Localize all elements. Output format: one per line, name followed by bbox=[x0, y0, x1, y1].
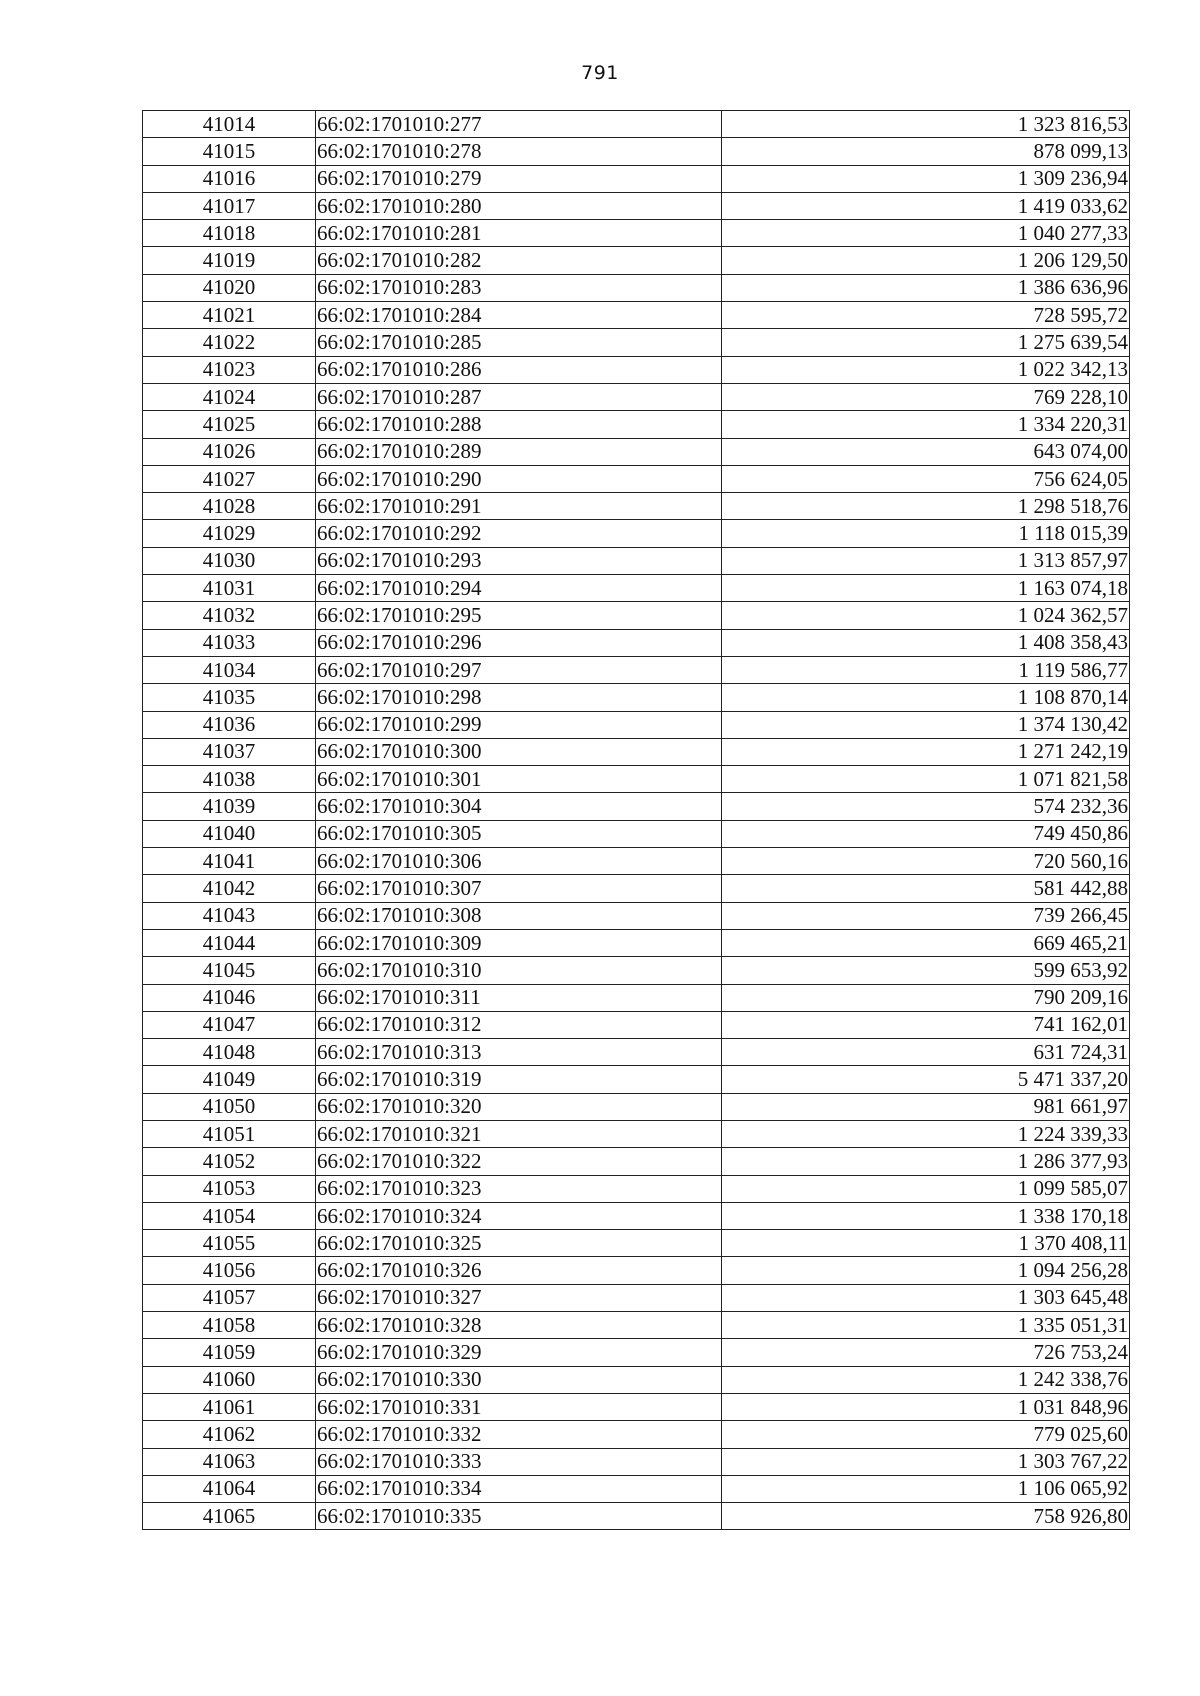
cadastral-number-cell: 66:02:1701010:293 bbox=[316, 547, 722, 574]
table-row bbox=[143, 411, 1130, 438]
cadastral-number-cell: 66:02:1701010:296 bbox=[316, 629, 722, 656]
row-number-cell: 41048 bbox=[143, 1039, 316, 1066]
table-row bbox=[143, 465, 1130, 492]
table-row bbox=[143, 766, 1130, 793]
cadastral-number-cell: 66:02:1701010:332 bbox=[316, 1421, 722, 1448]
cadastral-value-cell: 728 595,72 bbox=[722, 302, 1130, 329]
cadastral-value-cell: 1 408 358,43 bbox=[722, 629, 1130, 656]
cadastral-number-cell: 66:02:1701010:281 bbox=[316, 220, 722, 247]
row-number-cell: 41021 bbox=[143, 302, 316, 329]
cadastral-number-cell: 66:02:1701010:287 bbox=[316, 383, 722, 410]
table-row bbox=[143, 820, 1130, 847]
table-row bbox=[143, 656, 1130, 683]
table-row bbox=[143, 629, 1130, 656]
cadastral-value-cell: 741 162,01 bbox=[722, 1011, 1130, 1038]
page-number: 791 bbox=[581, 62, 619, 84]
row-number-cell: 41059 bbox=[143, 1339, 316, 1366]
cadastral-value-cell: 643 074,00 bbox=[722, 438, 1130, 465]
cadastral-value-cell: 1 370 408,11 bbox=[722, 1230, 1130, 1257]
cadastral-number-cell: 66:02:1701010:313 bbox=[316, 1039, 722, 1066]
cadastral-number-cell: 66:02:1701010:329 bbox=[316, 1339, 722, 1366]
row-number-cell: 41044 bbox=[143, 929, 316, 956]
table-row bbox=[143, 1448, 1130, 1475]
cadastral-value-cell: 574 232,36 bbox=[722, 793, 1130, 820]
table-row bbox=[143, 1421, 1130, 1448]
cadastral-number-cell: 66:02:1701010:306 bbox=[316, 848, 722, 875]
cadastral-value-cell: 1 323 816,53 bbox=[722, 111, 1130, 138]
cadastral-value-cell: 1 275 639,54 bbox=[722, 329, 1130, 356]
row-number-cell: 41055 bbox=[143, 1230, 316, 1257]
cadastral-value-cell: 1 106 065,92 bbox=[722, 1475, 1130, 1502]
cadastral-value-cell: 769 228,10 bbox=[722, 383, 1130, 410]
table-row bbox=[143, 1175, 1130, 1202]
table-row bbox=[143, 220, 1130, 247]
cadastral-value-cell: 1 031 848,96 bbox=[722, 1393, 1130, 1420]
cadastral-value-cell: 1 118 015,39 bbox=[722, 520, 1130, 547]
row-number-cell: 41063 bbox=[143, 1448, 316, 1475]
row-number-cell: 41053 bbox=[143, 1175, 316, 1202]
table-row bbox=[143, 793, 1130, 820]
cadastral-value-cell: 1 024 362,57 bbox=[722, 602, 1130, 629]
row-number-cell: 41057 bbox=[143, 1284, 316, 1311]
row-number-cell: 41017 bbox=[143, 192, 316, 219]
cadastral-number-cell: 66:02:1701010:330 bbox=[316, 1366, 722, 1393]
cadastral-value-cell: 1 022 342,13 bbox=[722, 356, 1130, 383]
cadastral-number-cell: 66:02:1701010:304 bbox=[316, 793, 722, 820]
cadastral-number-cell: 66:02:1701010:282 bbox=[316, 247, 722, 274]
cadastral-number-cell: 66:02:1701010:279 bbox=[316, 165, 722, 192]
cadastral-number-cell: 66:02:1701010:308 bbox=[316, 902, 722, 929]
cadastral-number-cell: 66:02:1701010:321 bbox=[316, 1120, 722, 1147]
table-row bbox=[143, 1230, 1130, 1257]
row-number-cell: 41026 bbox=[143, 438, 316, 465]
cadastral-value-cell: 1 419 033,62 bbox=[722, 192, 1130, 219]
row-number-cell: 41016 bbox=[143, 165, 316, 192]
row-number-cell: 41047 bbox=[143, 1011, 316, 1038]
table-row bbox=[143, 738, 1130, 765]
table-row bbox=[143, 165, 1130, 192]
row-number-cell: 41041 bbox=[143, 848, 316, 875]
table-row bbox=[143, 929, 1130, 956]
row-number-cell: 41032 bbox=[143, 602, 316, 629]
cadastral-value-cell: 1 298 518,76 bbox=[722, 493, 1130, 520]
cadastral-value-cell: 790 209,16 bbox=[722, 984, 1130, 1011]
table-row bbox=[143, 1257, 1130, 1284]
cadastral-value-cell: 1 271 242,19 bbox=[722, 738, 1130, 765]
cadastral-number-cell: 66:02:1701010:322 bbox=[316, 1148, 722, 1175]
table-row bbox=[143, 520, 1130, 547]
cadastral-number-cell: 66:02:1701010:280 bbox=[316, 192, 722, 219]
table-row bbox=[143, 1148, 1130, 1175]
cadastral-number-cell: 66:02:1701010:283 bbox=[316, 274, 722, 301]
cadastral-number-cell: 66:02:1701010:331 bbox=[316, 1393, 722, 1420]
cadastral-number-cell: 66:02:1701010:284 bbox=[316, 302, 722, 329]
row-number-cell: 41049 bbox=[143, 1066, 316, 1093]
cadastral-value-cell: 878 099,13 bbox=[722, 138, 1130, 165]
cadastral-number-cell: 66:02:1701010:301 bbox=[316, 766, 722, 793]
cadastral-number-cell: 66:02:1701010:319 bbox=[316, 1066, 722, 1093]
table-row bbox=[143, 302, 1130, 329]
row-number-cell: 41020 bbox=[143, 274, 316, 301]
row-number-cell: 41040 bbox=[143, 820, 316, 847]
row-number-cell: 41043 bbox=[143, 902, 316, 929]
cadastral-value-cell: 1 040 277,33 bbox=[722, 220, 1130, 247]
row-number-cell: 41019 bbox=[143, 247, 316, 274]
cadastral-value-cell: 720 560,16 bbox=[722, 848, 1130, 875]
table-row bbox=[143, 1202, 1130, 1229]
row-number-cell: 41061 bbox=[143, 1393, 316, 1420]
table-row bbox=[143, 329, 1130, 356]
table-row bbox=[143, 1339, 1130, 1366]
row-number-cell: 41036 bbox=[143, 711, 316, 738]
row-number-cell: 41060 bbox=[143, 1366, 316, 1393]
cadastral-number-cell: 66:02:1701010:300 bbox=[316, 738, 722, 765]
table-row bbox=[143, 192, 1130, 219]
cadastral-number-cell: 66:02:1701010:299 bbox=[316, 711, 722, 738]
cadastral-number-cell: 66:02:1701010:324 bbox=[316, 1202, 722, 1229]
table-row bbox=[143, 1093, 1130, 1120]
table-row bbox=[143, 111, 1130, 138]
cadastral-value-cell: 669 465,21 bbox=[722, 929, 1130, 956]
row-number-cell: 41058 bbox=[143, 1312, 316, 1339]
cadastral-value-cell: 1 099 585,07 bbox=[722, 1175, 1130, 1202]
cadastral-value-table bbox=[142, 110, 1130, 1530]
cadastral-number-cell: 66:02:1701010:277 bbox=[316, 111, 722, 138]
cadastral-number-cell: 66:02:1701010:295 bbox=[316, 602, 722, 629]
cadastral-number-cell: 66:02:1701010:305 bbox=[316, 820, 722, 847]
table-row bbox=[143, 902, 1130, 929]
row-number-cell: 41014 bbox=[143, 111, 316, 138]
row-number-cell: 41056 bbox=[143, 1257, 316, 1284]
cadastral-value-cell: 1 334 220,31 bbox=[722, 411, 1130, 438]
table-row bbox=[143, 1039, 1130, 1066]
cadastral-number-cell: 66:02:1701010:320 bbox=[316, 1093, 722, 1120]
row-number-cell: 41046 bbox=[143, 984, 316, 1011]
row-number-cell: 41024 bbox=[143, 383, 316, 410]
row-number-cell: 41023 bbox=[143, 356, 316, 383]
row-number-cell: 41052 bbox=[143, 1148, 316, 1175]
table-row bbox=[143, 1312, 1130, 1339]
cadastral-value-cell: 1 094 256,28 bbox=[722, 1257, 1130, 1284]
row-number-cell: 41018 bbox=[143, 220, 316, 247]
cadastral-value-cell: 1 303 645,48 bbox=[722, 1284, 1130, 1311]
cadastral-number-cell: 66:02:1701010:298 bbox=[316, 684, 722, 711]
cadastral-number-cell: 66:02:1701010:289 bbox=[316, 438, 722, 465]
row-number-cell: 41027 bbox=[143, 465, 316, 492]
cadastral-value-cell: 1 338 170,18 bbox=[722, 1202, 1130, 1229]
cadastral-value-cell: 739 266,45 bbox=[722, 902, 1130, 929]
row-number-cell: 41034 bbox=[143, 656, 316, 683]
row-number-cell: 41015 bbox=[143, 138, 316, 165]
cadastral-number-cell: 66:02:1701010:325 bbox=[316, 1230, 722, 1257]
cadastral-number-cell: 66:02:1701010:290 bbox=[316, 465, 722, 492]
cadastral-value-cell: 1 335 051,31 bbox=[722, 1312, 1130, 1339]
cadastral-value-cell: 1 313 857,97 bbox=[722, 547, 1130, 574]
table-row bbox=[143, 547, 1130, 574]
row-number-cell: 41050 bbox=[143, 1093, 316, 1120]
table-row bbox=[143, 247, 1130, 274]
row-number-cell: 41038 bbox=[143, 766, 316, 793]
cadastral-number-cell: 66:02:1701010:327 bbox=[316, 1284, 722, 1311]
cadastral-value-cell: 581 442,88 bbox=[722, 875, 1130, 902]
cadastral-value-cell: 981 661,97 bbox=[722, 1093, 1130, 1120]
cadastral-number-cell: 66:02:1701010:291 bbox=[316, 493, 722, 520]
table-row bbox=[143, 438, 1130, 465]
cadastral-value-cell: 1 206 129,50 bbox=[722, 247, 1130, 274]
row-number-cell: 41035 bbox=[143, 684, 316, 711]
table-row bbox=[143, 356, 1130, 383]
cadastral-number-cell: 66:02:1701010:307 bbox=[316, 875, 722, 902]
cadastral-number-cell: 66:02:1701010:294 bbox=[316, 575, 722, 602]
cadastral-number-cell: 66:02:1701010:297 bbox=[316, 656, 722, 683]
cadastral-value-cell: 1 224 339,33 bbox=[722, 1120, 1130, 1147]
table-row bbox=[143, 493, 1130, 520]
cadastral-value-cell: 631 724,31 bbox=[722, 1039, 1130, 1066]
cadastral-value-cell: 1 386 636,96 bbox=[722, 274, 1130, 301]
cadastral-value-cell: 779 025,60 bbox=[722, 1421, 1130, 1448]
cadastral-number-cell: 66:02:1701010:323 bbox=[316, 1175, 722, 1202]
table-row bbox=[143, 1475, 1130, 1502]
cadastral-number-cell: 66:02:1701010:310 bbox=[316, 957, 722, 984]
row-number-cell: 41031 bbox=[143, 575, 316, 602]
row-number-cell: 41051 bbox=[143, 1120, 316, 1147]
cadastral-number-cell: 66:02:1701010:309 bbox=[316, 929, 722, 956]
cadastral-number-cell: 66:02:1701010:278 bbox=[316, 138, 722, 165]
table-row bbox=[143, 684, 1130, 711]
row-number-cell: 41042 bbox=[143, 875, 316, 902]
cadastral-value-cell: 749 450,86 bbox=[722, 820, 1130, 847]
table-row bbox=[143, 1366, 1130, 1393]
row-number-cell: 41062 bbox=[143, 1421, 316, 1448]
cadastral-value-cell: 1 108 870,14 bbox=[722, 684, 1130, 711]
cadastral-number-cell: 66:02:1701010:292 bbox=[316, 520, 722, 547]
cadastral-value-cell: 1 374 130,42 bbox=[722, 711, 1130, 738]
table-body bbox=[143, 111, 1130, 1530]
cadastral-value-cell: 726 753,24 bbox=[722, 1339, 1130, 1366]
row-number-cell: 41030 bbox=[143, 547, 316, 574]
row-number-cell: 41029 bbox=[143, 520, 316, 547]
cadastral-value-cell: 599 653,92 bbox=[722, 957, 1130, 984]
table-row bbox=[143, 875, 1130, 902]
cadastral-number-cell: 66:02:1701010:326 bbox=[316, 1257, 722, 1284]
row-number-cell: 41065 bbox=[143, 1503, 316, 1530]
cadastral-number-cell: 66:02:1701010:328 bbox=[316, 1312, 722, 1339]
cadastral-value-cell: 5 471 337,20 bbox=[722, 1066, 1130, 1093]
table-row bbox=[143, 957, 1130, 984]
row-number-cell: 41054 bbox=[143, 1202, 316, 1229]
table-row bbox=[143, 984, 1130, 1011]
table-row bbox=[143, 848, 1130, 875]
cadastral-number-cell: 66:02:1701010:285 bbox=[316, 329, 722, 356]
cadastral-value-cell: 1 071 821,58 bbox=[722, 766, 1130, 793]
cadastral-number-cell: 66:02:1701010:286 bbox=[316, 356, 722, 383]
table-row bbox=[143, 1284, 1130, 1311]
row-number-cell: 41037 bbox=[143, 738, 316, 765]
cadastral-value-cell: 1 303 767,22 bbox=[722, 1448, 1130, 1475]
row-number-cell: 41028 bbox=[143, 493, 316, 520]
table-row bbox=[143, 274, 1130, 301]
cadastral-value-cell: 1 309 236,94 bbox=[722, 165, 1130, 192]
table-row bbox=[143, 602, 1130, 629]
table-row bbox=[143, 1066, 1130, 1093]
row-number-cell: 41022 bbox=[143, 329, 316, 356]
cadastral-value-cell: 1 163 074,18 bbox=[722, 575, 1130, 602]
table-row bbox=[143, 138, 1130, 165]
table-row bbox=[143, 1120, 1130, 1147]
row-number-cell: 41064 bbox=[143, 1475, 316, 1502]
row-number-cell: 41033 bbox=[143, 629, 316, 656]
table-row bbox=[143, 383, 1130, 410]
table-row bbox=[143, 1503, 1130, 1530]
table-row bbox=[143, 575, 1130, 602]
row-number-cell: 41045 bbox=[143, 957, 316, 984]
cadastral-number-cell: 66:02:1701010:335 bbox=[316, 1503, 722, 1530]
cadastral-value-cell: 756 624,05 bbox=[722, 465, 1130, 492]
row-number-cell: 41025 bbox=[143, 411, 316, 438]
row-number-cell: 41039 bbox=[143, 793, 316, 820]
table-row bbox=[143, 711, 1130, 738]
table-row bbox=[143, 1011, 1130, 1038]
cadastral-value-cell: 1 286 377,93 bbox=[722, 1148, 1130, 1175]
cadastral-number-cell: 66:02:1701010:333 bbox=[316, 1448, 722, 1475]
table-row bbox=[143, 1393, 1130, 1420]
cadastral-number-cell: 66:02:1701010:311 bbox=[316, 984, 722, 1011]
cadastral-value-cell: 1 242 338,76 bbox=[722, 1366, 1130, 1393]
cadastral-number-cell: 66:02:1701010:334 bbox=[316, 1475, 722, 1502]
cadastral-number-cell: 66:02:1701010:288 bbox=[316, 411, 722, 438]
cadastral-number-cell: 66:02:1701010:312 bbox=[316, 1011, 722, 1038]
cadastral-value-cell: 758 926,80 bbox=[722, 1503, 1130, 1530]
cadastral-value-cell: 1 119 586,77 bbox=[722, 656, 1130, 683]
